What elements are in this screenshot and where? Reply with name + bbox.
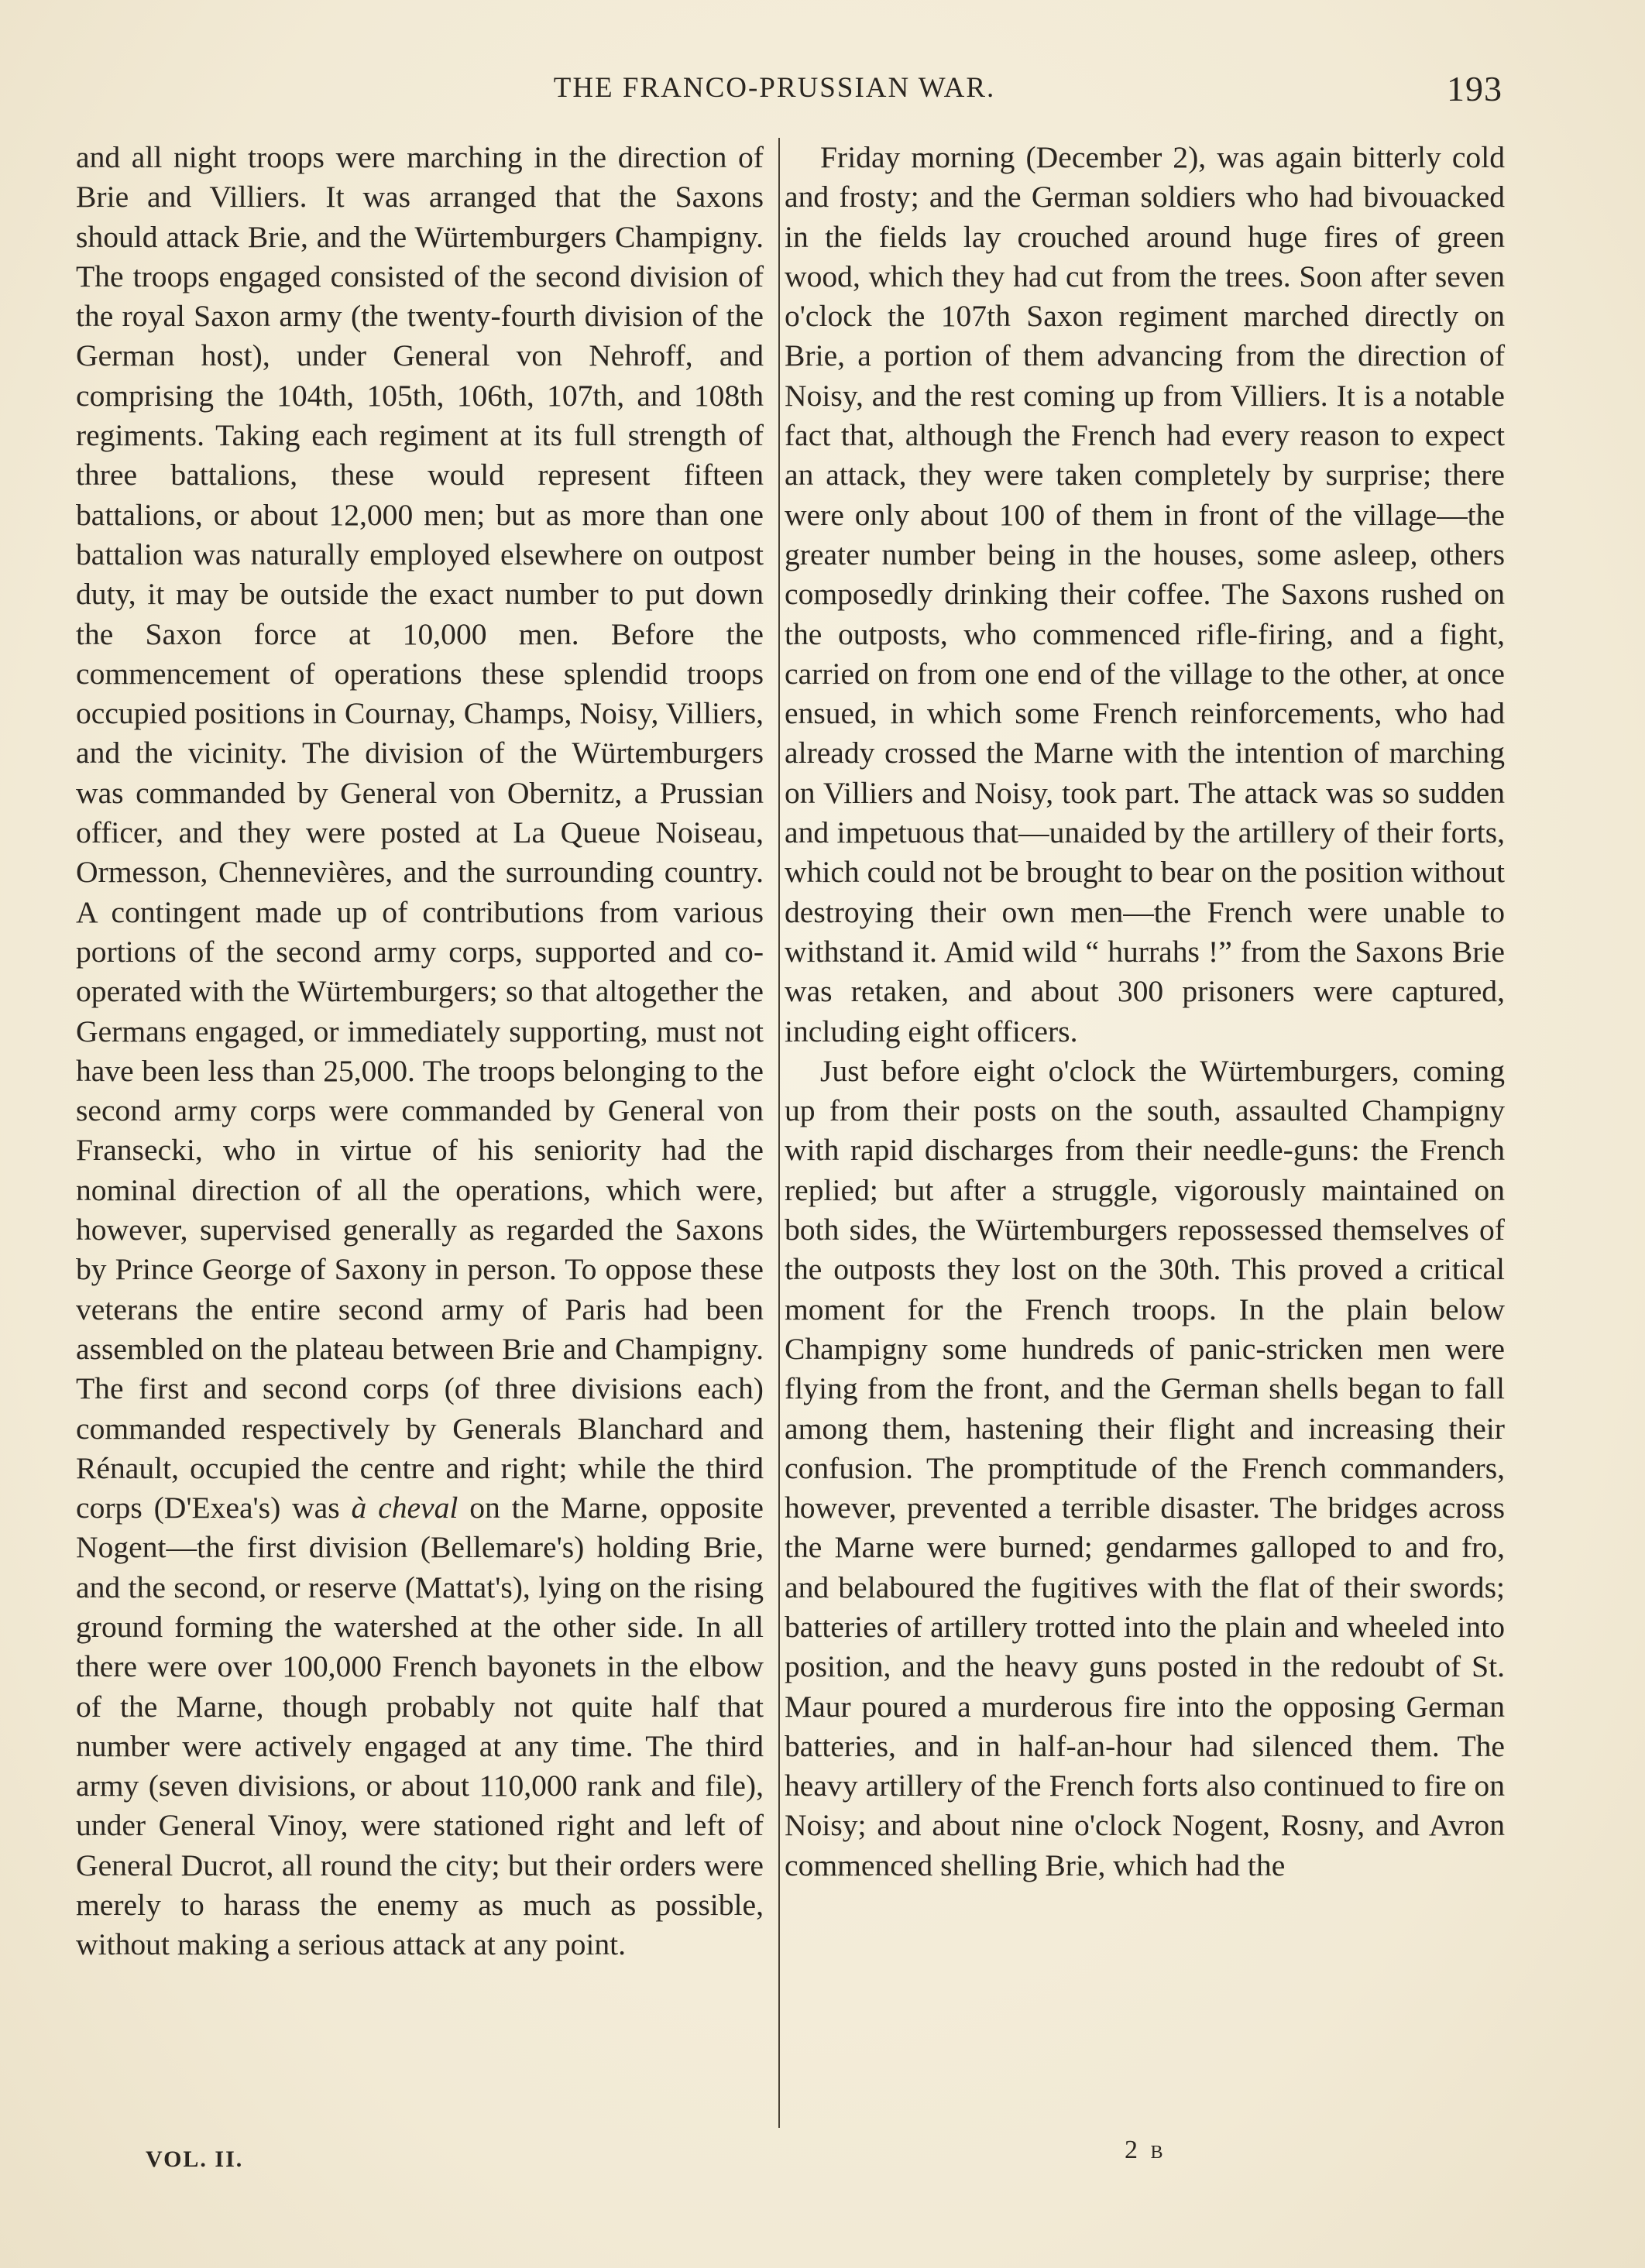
column-divider [778, 138, 780, 2128]
left-paragraph-italic: à cheval [351, 1491, 458, 1525]
page-number: 193 [1447, 69, 1502, 108]
left-paragraph-text-a: and all night troops were marching in the direction of Brie and Villiers. It was arranged that the Saxons should attack Brie, and the Würtemburgers Champigny. The troops engaged consisted of the second division of the royal Saxon army (the twenty-fourth division of the German host), under General von Nehroff, and comprising the 104th, 105th, 106th, 107th, and 108th regiments. Taking each regiment at its full strength of three battalions, these would represent fifteen battalions, or about 12,000 men; but as more than one battalion was naturally employed elsewhere on outpost duty, it may be outside the exact number to put down the Saxon force at 10,000 men. Before the commencement of operations these splendid troops occupied positions in Cournay, Champs, Noisy, Villiers, and the vicinity. The division of the Würtemburgers was commanded by General von Obernitz, a Prussian officer, and they were posted at La Queue Noiseau, Ormesson, Chennevières, and the surrounding country. A contingent made up of contributions from various portions of the second army corps, supported and co-operated with the Würtemburgers; so that altogether the Germans engaged, or immediately supporting, must not have been less than 25,000. The troops belonging to the second army corps were commanded by General von Fransecki, who in virtue of his seniority had the nominal direction of all the operations, which were, however, supervised generally as regarded the Saxons by Prince George of Saxony in person. To oppose these veterans the entire second army of Paris had been assembled on the plateau between Brie and Champigny. The first and second corps (of three divisions each) commanded respectively by Generals Blanchard and Rénault, occupied the centre and right; while the third corps (D'Exea's) was [76, 140, 764, 1525]
right-paragraph-2: Just before eight o'clock the Würtemburgers, coming up from their posts on the south, assaulted Champigny with rapid discharges from their needle-guns: the French replied; but after a struggle, vigorously maintained on both sides, the Würtemburgers repossessed themselves of the outposts they lost on the 30th. This proved a critical moment for the French troops. In the plain below Champigny some hundreds of panic-stricken men were flying from the front, and the German shells began to fall among them, hastening their flight and increasing their confusion. The promptitude of the French commanders, however, prevented a terrible disaster. The bridges across the Marne were burned; gendarmes galloped to and fro, and belaboured the fugitives with the flat of their swords; batteries of artillery trotted into the plain and wheeled into position, and the heavy guns posted in the redoubt of St. Maur poured a murderous fire into the opposing German batteries, and in half-an-hour had silenced them. The heavy artillery of the French forts also continued to fire on Noisy; and about nine o'clock Nogent, Rosny, and Avron commenced shelling Brie, which had the [785, 1053, 1505, 1882]
left-paragraph-text-b: on the Marne, opposite Nogent—the first division (Bellemare's) holding Brie, and the second, or reserve (Mattat's), lying on the rising ground forming the watershed at the other side. In all there were over 100,000 French bayonets in the elbow of the Marne, though probably not quite half that number were actively engaged at any time. The third army (seven divisions, or about 110,000 rank and file), under General Vinoy, were stationed right and left of General Ducrot, all round the city; but their orders were merely to harass the enemy as much as possible, without making a serious attack at any point. [76, 1491, 764, 1962]
right-paragraph-1: Friday morning (December 2), was again bitterly cold and frosty; and the German soldiers who had bivouacked in the fields lay crouched around huge fires of green wood, which they had cut from the trees. Soon after seven o'clock the 107th Saxon regiment marched directly on Brie, a portion of them advancing from the direction of Noisy, and the rest coming up from Villiers. It is a notable fact that, although the French had every reason to expect an attack, they were taken completely by surprise; there were only about 100 of them in front of the village—the greater number being in the houses, some asleep, others composedly drinking their coffee. The Saxons rushed on the outposts, who commenced rifle-firing, and a fight, carried on from one end of the village to the other, at once ensued, in which some French reinforcements, who had already crossed the Marne with the intention of marching on Villiers and Noisy, took part. The attack was so sudden and impetuous that—unaided by the artillery of their forts, which could not be brought to bear on the position without destroying their own men—the French were unable to withstand it. Amid wild “ hurrahs !” from the Saxons Brie was retaken, and about 300 prisoners were captured, including eight officers. [785, 140, 1505, 1048]
right-column [785, 138, 1505, 1885]
printer-signature [1125, 2136, 1166, 2165]
signature-number: 2 [1125, 2136, 1141, 2164]
left-column [76, 138, 764, 1965]
page-title: THE FRANCO-PRUSSIAN WAR. [553, 72, 996, 104]
signature-letter: B [1150, 2143, 1166, 2163]
volume-label: VOL. II. [146, 2146, 244, 2172]
running-head [46, 71, 1502, 118]
left-paragraph [76, 138, 764, 1965]
